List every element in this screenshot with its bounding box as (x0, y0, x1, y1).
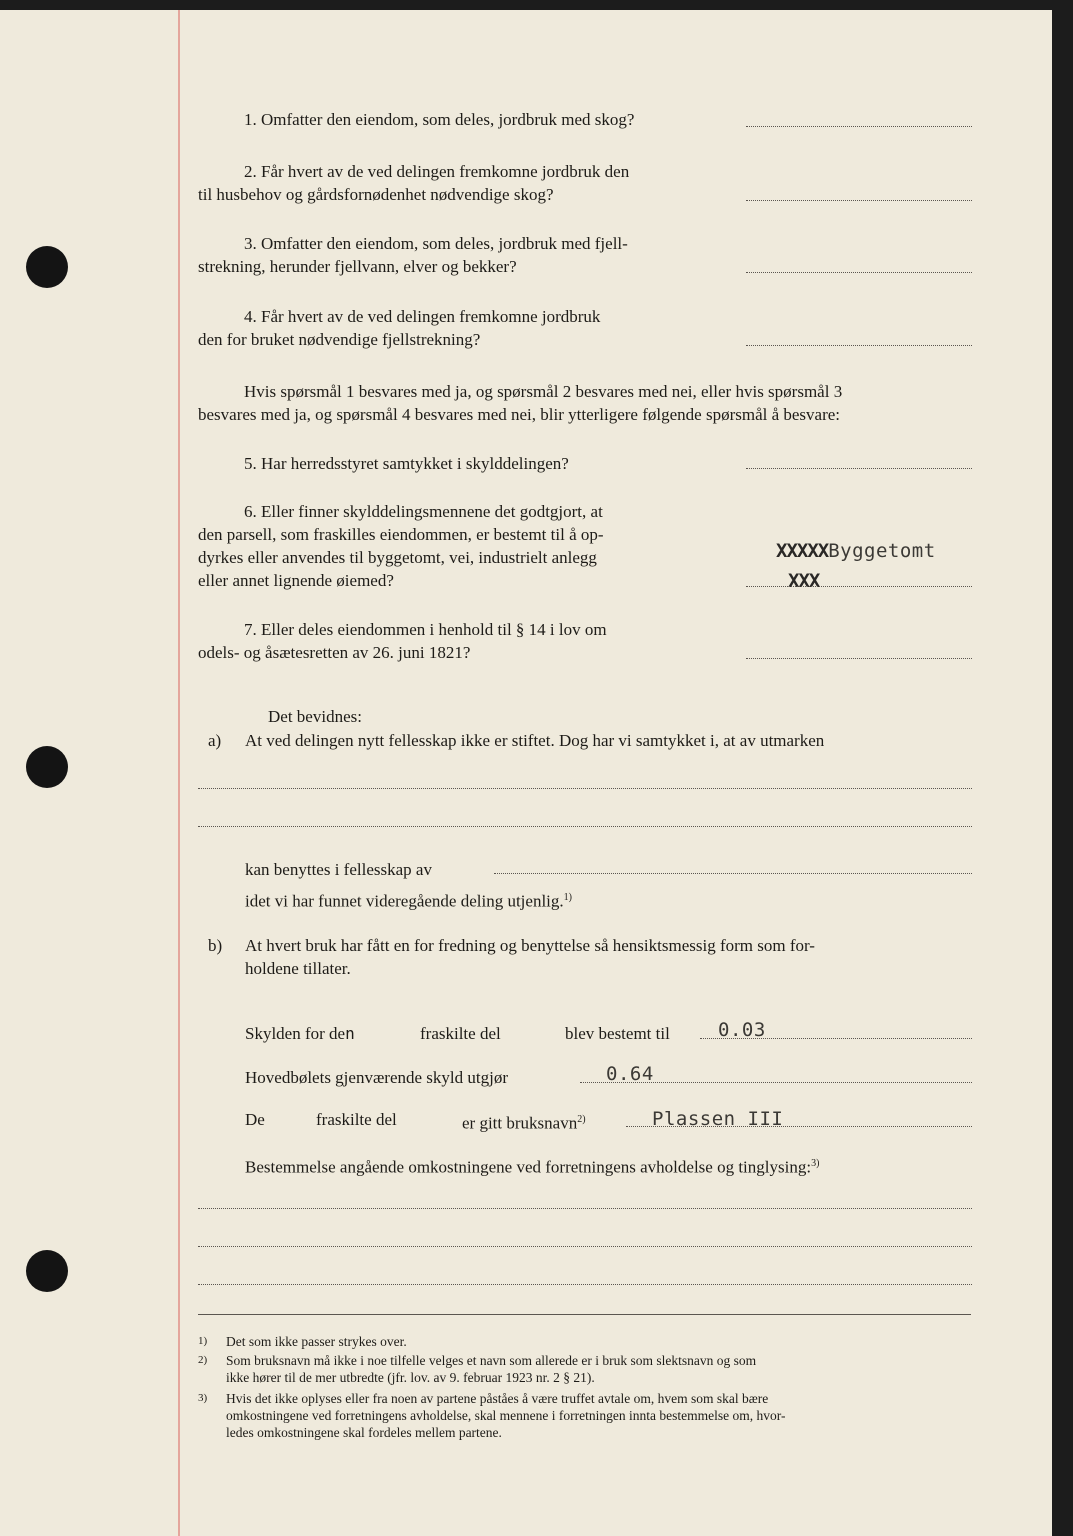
blank-line[interactable] (198, 1246, 972, 1247)
bruksnavn-label: er gitt bruksnavn$^{2)}$ (462, 1113, 586, 1133)
hovedbol-label: Hovedbølets gjenværende skyld utgjør (245, 1068, 508, 1087)
question-5: 5. Har herredsstyret samtykket i skylddelingen? (244, 454, 569, 473)
question-1: 1. Omfatter den eiendom, som deles, jordbruk med skog? (244, 110, 635, 129)
blank-line[interactable] (198, 1208, 972, 1209)
question-7: 7. Eller deles eiendommen i henhold til § 14 i lov om odels- og åsætesretten av 26. juni 1821? (198, 620, 607, 662)
condition-text: Hvis spørsmål 1 besvares med ja, og spørsmål 2 besvares med nei, eller hvis spørsmål 3 besvares med ja, og spørsmål 4 besvares med nei, blir ytterligere følgende spørsmål å besvare: (198, 382, 843, 424)
bruksnavn-value: Plassen III (652, 1108, 784, 1130)
answer-line-1[interactable] (746, 126, 972, 127)
blank-line[interactable] (198, 788, 972, 789)
idet-text: idet vi har funnet videregående deling utjenlig.$^{1)}$ (245, 891, 572, 911)
footnote-3: 3) Hvis det ikke oplyses eller fra noen av partene påståes å være truffet avtale om, hvem som skal bære omkostningene ved forretningens avholdelse, skal mennene i forretningen innta bestemmelse om, hvor- ledes omkostningene skal fordeles mellem partene. (198, 1391, 786, 1440)
skylden-value: 0.03 (718, 1019, 766, 1041)
question-6: 6. Eller finner skylddelingsmennene det godtgjort, at den parsell, som fraskilles eiendommen, er bestemt til å op- dyrkes eller anvendes til byggetomt, vei, industrielt anlegg eller annet lignende øiemed? (198, 502, 604, 590)
footnote-2: 2) Som bruksnavn må ikke i noe tilfelle velges et navn som allerede er i bruk som slektsnavn og som ikke hører til de mer utbredte (jfr. lov. av 9. februar 1923 nr. 2 § 21). (198, 1353, 757, 1385)
answer-line-4[interactable] (746, 345, 972, 346)
punch-hole (26, 246, 68, 288)
skylden-bestemt: blev bestemt til (565, 1024, 670, 1043)
item-b-text: At hvert bruk har fått en for fredning og benyttelse så hensiktsmessig form som for- holdene tillater. (245, 936, 815, 978)
blank-line[interactable] (198, 1284, 972, 1285)
answer-line-6[interactable] (746, 586, 972, 587)
margin-line (178, 10, 180, 1536)
footnote-rule (198, 1314, 971, 1315)
kan-text: kan benyttes i fellesskap av (245, 860, 432, 879)
answer-line-7[interactable] (746, 658, 972, 659)
item-b-label: b) (208, 936, 223, 955)
hovedbol-value: 0.64 (606, 1063, 654, 1085)
fellesskap-line[interactable] (494, 873, 972, 874)
q6-typed-answer: XXXXXByggetomt (776, 540, 936, 562)
skylden-label: Skylden for den (245, 1024, 355, 1043)
bestemmelse-label: Bestemmelse angående omkostningene ved forretningens avholdelse og tinglysing:$^{3)}$ (245, 1157, 820, 1177)
question-3: 3. Omfatter den eiendom, som deles, jordbruk med fjell- strekning, herunder fjellvann, elver og bekker? (198, 234, 628, 276)
item-a-label: a) (208, 731, 222, 750)
punch-hole (26, 1250, 68, 1292)
item-a-text: At ved delingen nytt fellesskap ikke er stiftet. Dog har vi samtykket i, at av utmarken (245, 731, 825, 750)
answer-line-2[interactable] (746, 200, 972, 201)
document-page (0, 10, 1052, 1536)
skylden-fraskilte: fraskilte del (420, 1024, 501, 1043)
question-2: 2. Får hvert av de ved delingen fremkomne jordbruk den til husbehov og gårdsfornødenhet nødvendige skog? (198, 162, 630, 204)
answer-line-3[interactable] (746, 272, 972, 273)
blank-line[interactable] (198, 826, 972, 827)
footnote-1: 1) Det som ikke passer strykes over. (198, 1334, 407, 1349)
q6-struck-answer: XXX (788, 570, 820, 592)
answer-line-5[interactable] (746, 468, 972, 469)
bruksnavn-fraskilte: fraskilte del (316, 1110, 397, 1129)
question-4: 4. Får hvert av de ved delingen fremkomne jordbruk den for bruket nødvendige fjellstrekning? (198, 307, 601, 349)
punch-hole (26, 746, 68, 788)
bruksnavn-de: De (245, 1110, 265, 1129)
bevidnes-heading: Det bevidnes: (268, 707, 362, 726)
